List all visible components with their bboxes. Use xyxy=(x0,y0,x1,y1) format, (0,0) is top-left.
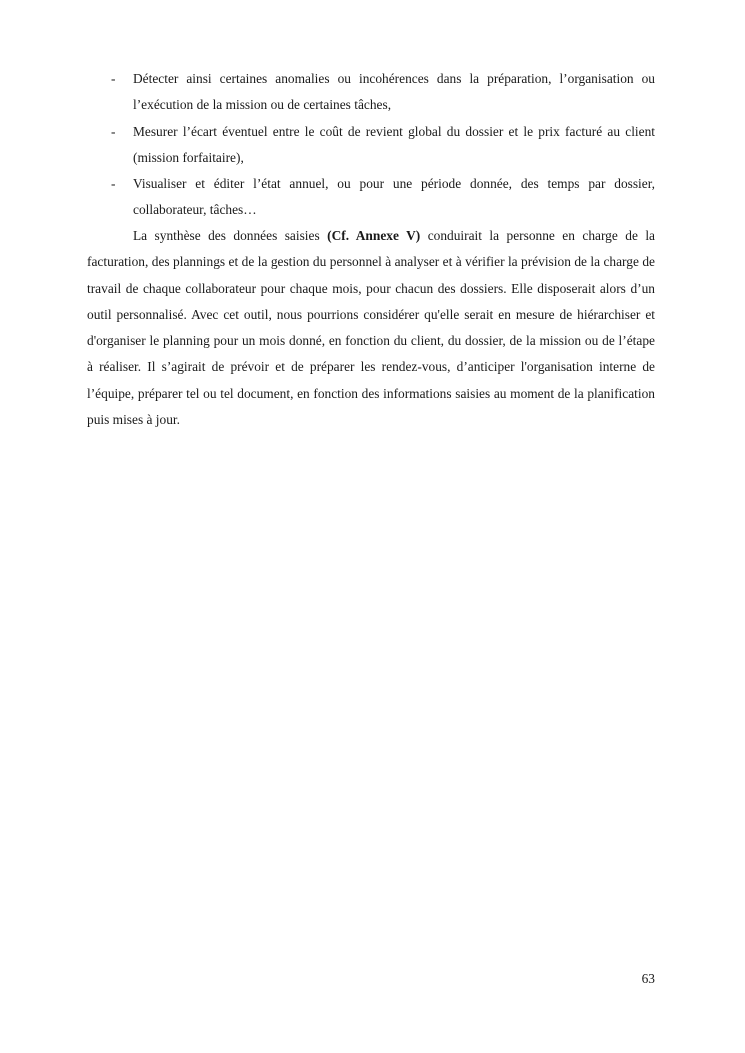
bullet-text: Détecter ainsi certaines anomalies ou incohérences dans la préparation, l’organisation ou l’exécution de la mission ou de certaines tâches, xyxy=(133,71,655,113)
bullet-list xyxy=(0,66,745,224)
annex-reference: (Cf. Annexe V) xyxy=(327,228,421,243)
body-paragraph xyxy=(87,223,655,433)
bullet-item xyxy=(111,119,655,172)
bullet-marker: - xyxy=(111,71,116,86)
paragraph-text-end: conduirait la personne en charge de la facturation, des plannings et de la gestion du personnel à analyser et à vérifier la prévision de la charge de travail de chaque collaborateur pour chaque mois, pour chacun des dossiers. Elle disposerait alors d’un outil personnalisé. Avec cet outil, nous pourrions considérer qu'elle serait en mesure de hiérarchiser et d'organiser le planning pour un mois donné, en fonction du client, du dossier, de la mission ou de l’étape à réaliser. Il s’agirait de prévoir et de préparer les rendez-vous, d’anticiper l'organisation interne de l’équipe, préparer tel ou tel document, en fonction des informations saisies au moment de la planification puis mises à jour. xyxy=(87,228,655,428)
page-number: 63 xyxy=(641,971,655,986)
bullet-item xyxy=(111,171,655,224)
bullet-marker: - xyxy=(111,176,116,192)
bullet-item xyxy=(111,66,655,119)
bullet-text: Visualiser et éditer l’état annuel, ou pour une période donnée, des temps par dossier, collaborateur, tâches… xyxy=(133,176,655,218)
bullet-marker: - xyxy=(111,123,116,139)
paragraph-text-start: La synthèse des données saisies xyxy=(133,228,328,243)
bullet-text: Mesurer l’écart éventuel entre le coût de revient global du dossier et le prix facturé au client (mission forfaitaire), xyxy=(133,123,655,165)
